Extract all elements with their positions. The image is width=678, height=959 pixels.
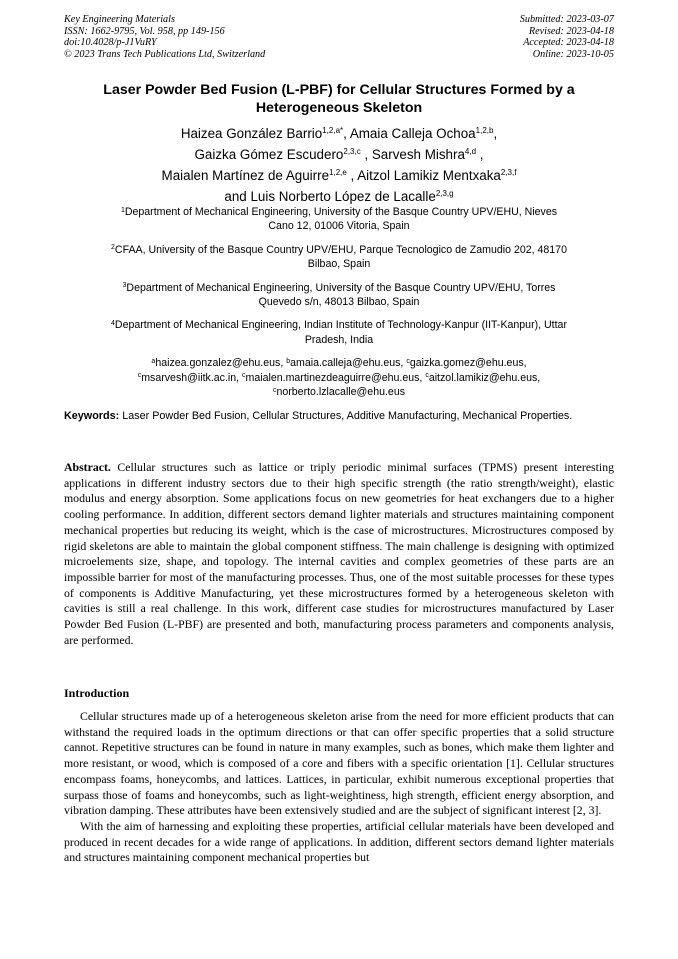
email-sup: b — [286, 357, 291, 365]
affiliation-sup: 2 — [111, 244, 115, 252]
author-affil-sup: 2,3,f — [500, 168, 517, 177]
affiliation-list — [64, 206, 614, 400]
author-name: and Luis Norberto López de Lacalle — [224, 189, 436, 204]
author-affil-sup: 2,3,c — [343, 147, 361, 156]
author-name: , Sarvesh Mishra — [360, 147, 465, 162]
email-line-3 — [64, 386, 614, 400]
introduction-body — [64, 709, 614, 866]
affiliation-3 — [64, 282, 614, 310]
keywords-text: Laser Powder Bed Fusion, Cellular Structures, Additive Manufacturing, Mechanical Properties. — [119, 410, 573, 422]
journal-info — [64, 14, 265, 60]
affiliation-1 — [64, 206, 614, 234]
journal-name: Key Engineering Materials — [64, 14, 175, 25]
email-address[interactable]: maialen.martinezdeaguirre@ehu.eus, — [245, 371, 426, 384]
email-sup: c — [406, 357, 410, 365]
affiliation-sup: 4 — [111, 319, 115, 327]
email-line-2 — [64, 372, 614, 386]
title-line-2: Heterogeneous Skeleton — [255, 99, 423, 116]
email-sup: a — [151, 357, 156, 365]
email-address[interactable]: gaizka.gomez@ehu.eus, — [409, 357, 527, 370]
email-sup: c — [272, 386, 277, 394]
author-name: Haizea González Barrio — [180, 126, 323, 141]
affiliation-text: Quevedo s/n, 48013 Bilbao, Spain — [258, 296, 420, 309]
paragraph: Cellular structures made up of a heterogeneous skeleton arise from the need for more efficient products that can withstand the required loads in the optimum directions or that can offer specific properties that a solid structure cannot. Repetitive structures can be found in nature in many examples, such as bones, which make them lighter and more resistant, or wood, which is composed of a core and fibers with a specific orientation [1]. Cellular structures encompass foams, honeycombs, and lattices. Lattices, in particular, exhibit numerous exceptional properties that surpass those of foams and honeycombs, such as light-weightiness, high strength, efficient energy absorption, and vibration damping. These attributes have been extensively studied and are the subject of significant interest [2, 3]. — [64, 709, 614, 818]
journal-doi: doi:10.4028/p-J1VuRY — [64, 37, 157, 49]
author-line-4 — [64, 187, 614, 208]
email-line-1 — [64, 357, 614, 371]
author-affil-sup: 4,d — [464, 147, 477, 156]
author-affil-sup: 1,2,e — [329, 168, 347, 177]
email-list — [64, 357, 614, 400]
keywords-section — [64, 409, 614, 423]
email-sup: c — [137, 372, 142, 380]
date-online: Online: 2023-10-05 — [532, 48, 614, 60]
affiliation-2 — [64, 244, 614, 272]
affiliation-sup: 1 — [120, 206, 125, 214]
date-revised: Revised: 2023-04-18 — [528, 25, 614, 37]
affiliation-sup: 3 — [122, 282, 127, 290]
author-name: Gaizka Gómez Escudero — [194, 147, 344, 162]
title-line-1: Laser Powder Bed Fusion (L-PBF) for Cellular Structures Formed by a — [103, 82, 575, 98]
journal-copyright: © 2023 Trans Tech Publications Ltd, Switzerland — [64, 48, 266, 60]
author-separator: , — [493, 126, 498, 141]
author-line-3 — [64, 166, 614, 187]
affiliation-text: Department of Mechanical Engineering, Indian Institute of Technology-Kanpur (IIT-Kanpur), Uttar — [114, 319, 567, 332]
paragraph: With the aim of harnessing and exploiting these properties, artificial cellular materials have been developed and produced in recent decades for a wide range of applications. In addition, different sectors demand lighter materials and structures maintaining component mechanical properties but — [64, 818, 614, 865]
abstract-text: Cellular structures such as lattice or triply periodic minimal surfaces (TPMS) present interesting applications in different industry sectors due to their high specific strength (the ratio strength/weight), elastic modulus and energy absorption. Some applications focus on new geometries for heat exchangers due to a higher cooling performance. In addition, different sectors demand lighter materials and structures maintaining component mechanical properties but reducing its weight, which is the case of microstructures. Microstructures composed by rigid skeletons are able to maintain the global component stiffness. The main challenge is designing with optimized microelements size, shape, and topology. The internal cavities and complex geometries of these parts are an impossible barrier for most of the manufacturing processes. Thus, one of the most suitable processes for these types of components is Additive Manufacturing, yet these microstructures formed by a heterogeneous skeleton with cavities is still a real challenge. In this work, different case studies for microstructures manufactured by Laser Powder Bed Fusion (L-PBF) are presented and both, manufacturing process parameters and components analysis, are performed. — [64, 460, 614, 647]
journal-header — [64, 14, 614, 64]
abstract-section — [64, 460, 614, 648]
affiliation-text: Bilbao, Spain — [307, 258, 371, 271]
author-name: , Amaia Calleja Ochoa — [343, 126, 476, 141]
author-affil-sup: 2,3,g — [435, 189, 454, 198]
date-submitted: Submitted: 2023-03-07 — [519, 14, 614, 25]
author-affil-sup: 1,2,a* — [322, 126, 344, 135]
affiliation-text: Department of Mechanical Engineering, University of the Basque Country UPV/EHU, Nieves — [124, 206, 558, 218]
affiliation-text: Department of Mechanical Engineering, University of the Basque Country UPV/EHU, Torres — [126, 281, 556, 294]
paper-title — [64, 82, 614, 117]
journal-issn: ISSN: 1662-9795, Vol. 958, pp 149-156 — [64, 25, 225, 37]
email-address[interactable]: haizea.gonzalez@ehu.eus, — [155, 357, 287, 370]
email-address[interactable]: norberto.lzlacalle@ehu.eus — [276, 386, 406, 399]
affiliation-text: Cano 12, 01006 Vitoria, Spain — [268, 220, 410, 233]
email-address[interactable]: amaia.calleja@ehu.eus, — [290, 357, 407, 370]
author-line-2 — [64, 145, 614, 166]
author-list — [64, 124, 614, 208]
date-accepted: Accepted: 2023-04-18 — [523, 37, 614, 49]
author-name: Maialen Martínez de Aguirre — [161, 168, 330, 183]
email-sup: c — [425, 372, 429, 380]
introduction-heading: Introduction — [64, 686, 130, 700]
affiliation-text: Pradesh, India — [304, 333, 374, 346]
keywords-label: Keywords: — [64, 410, 120, 422]
abstract-label: Abstract. — [64, 460, 111, 474]
author-affil-sup: 1,2,b — [475, 126, 494, 135]
affiliation-4 — [64, 319, 614, 347]
publication-dates — [520, 14, 614, 60]
email-sup: c — [242, 372, 246, 380]
author-line-1 — [64, 124, 614, 145]
affiliation-text: CFAA, University of the Basque Country UPV/EHU, Parque Tecnologico de Zamudio 202, 48170 — [114, 243, 567, 256]
email-address[interactable]: msarvesh@iitk.ac.in, — [141, 371, 243, 384]
author-name: , Aitzol Lamikiz Mentxaka — [346, 168, 501, 183]
author-separator: , — [476, 147, 484, 162]
email-address[interactable]: aitzol.lamikiz@ehu.eus, — [428, 371, 541, 384]
